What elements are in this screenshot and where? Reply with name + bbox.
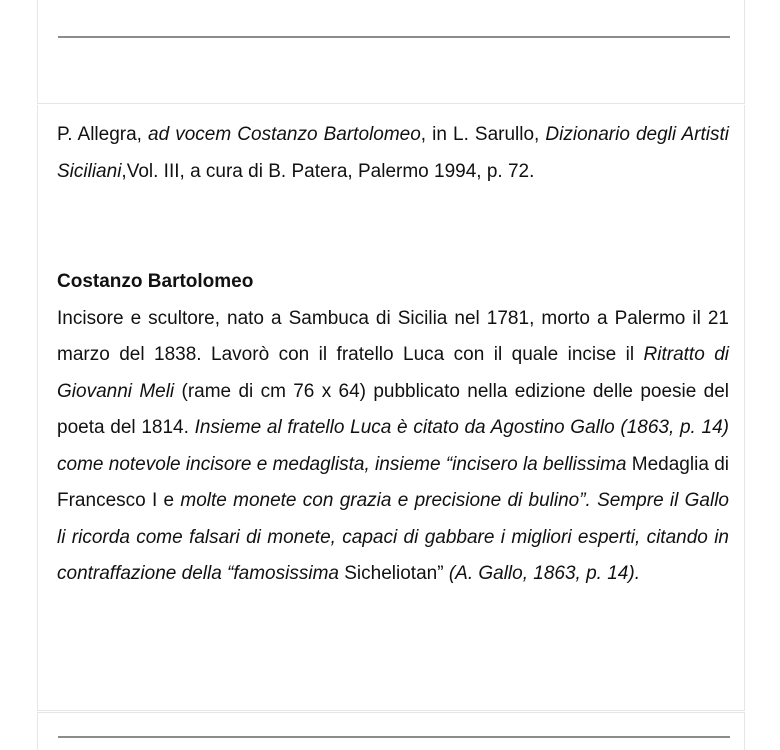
body-text: Incisore e scultore, nato a Sambuca di Sicilia nel 1781, morto a Palermo il 21 marzo del 1838. Lavorò con il fratello Luca con il quale incise il xyxy=(57,307,729,365)
article-card xyxy=(37,105,745,711)
citation-details: ,Vol. III, a cura di B. Patera, Palermo 1994, p. 72. xyxy=(121,160,535,182)
bibliographic-citation xyxy=(57,117,729,190)
body-text: (rame di cm 76 x 64) pubblicato nella edizione delle poesie del poeta del 1814. xyxy=(57,380,730,438)
body-italic-text: Insieme al fratello Luca è citato da Agostino Gallo (1863, p. 14) come notevole incisore e medaglista, insieme “incisero la bellissima xyxy=(57,417,729,475)
citation-entry: ad vocem Costanzo Bartolomeo xyxy=(148,124,421,145)
section-divider xyxy=(58,736,730,738)
biography-section xyxy=(57,264,729,593)
body-italic-text: (A. Gallo, 1863, p. 14). xyxy=(448,563,640,584)
next-section-card xyxy=(37,712,745,750)
previous-section-card xyxy=(37,0,745,104)
body-italic-text: Ritratto di Giovanni Meli xyxy=(57,344,730,402)
body-text: Medaglia di Francesco I e xyxy=(57,453,729,511)
citation-author: P. Allegra, xyxy=(57,124,149,145)
citation-editor: , in L. Sarullo, xyxy=(420,124,546,145)
citation-work-title: Dizionario degli Artisti Siciliani xyxy=(57,124,729,182)
article-title: Costanzo Bartolomeo xyxy=(57,271,254,292)
section-divider xyxy=(58,36,730,38)
body-text: Sicheliotan” xyxy=(338,563,449,584)
body-italic-text: molte monete con grazia e precisione di bulino”. Sempre il Gallo li ricorda come falsari di monete, capaci di gabbare i migliori esperti, citando in contraffazione della “famosissima xyxy=(57,490,729,584)
article-body xyxy=(57,301,729,593)
